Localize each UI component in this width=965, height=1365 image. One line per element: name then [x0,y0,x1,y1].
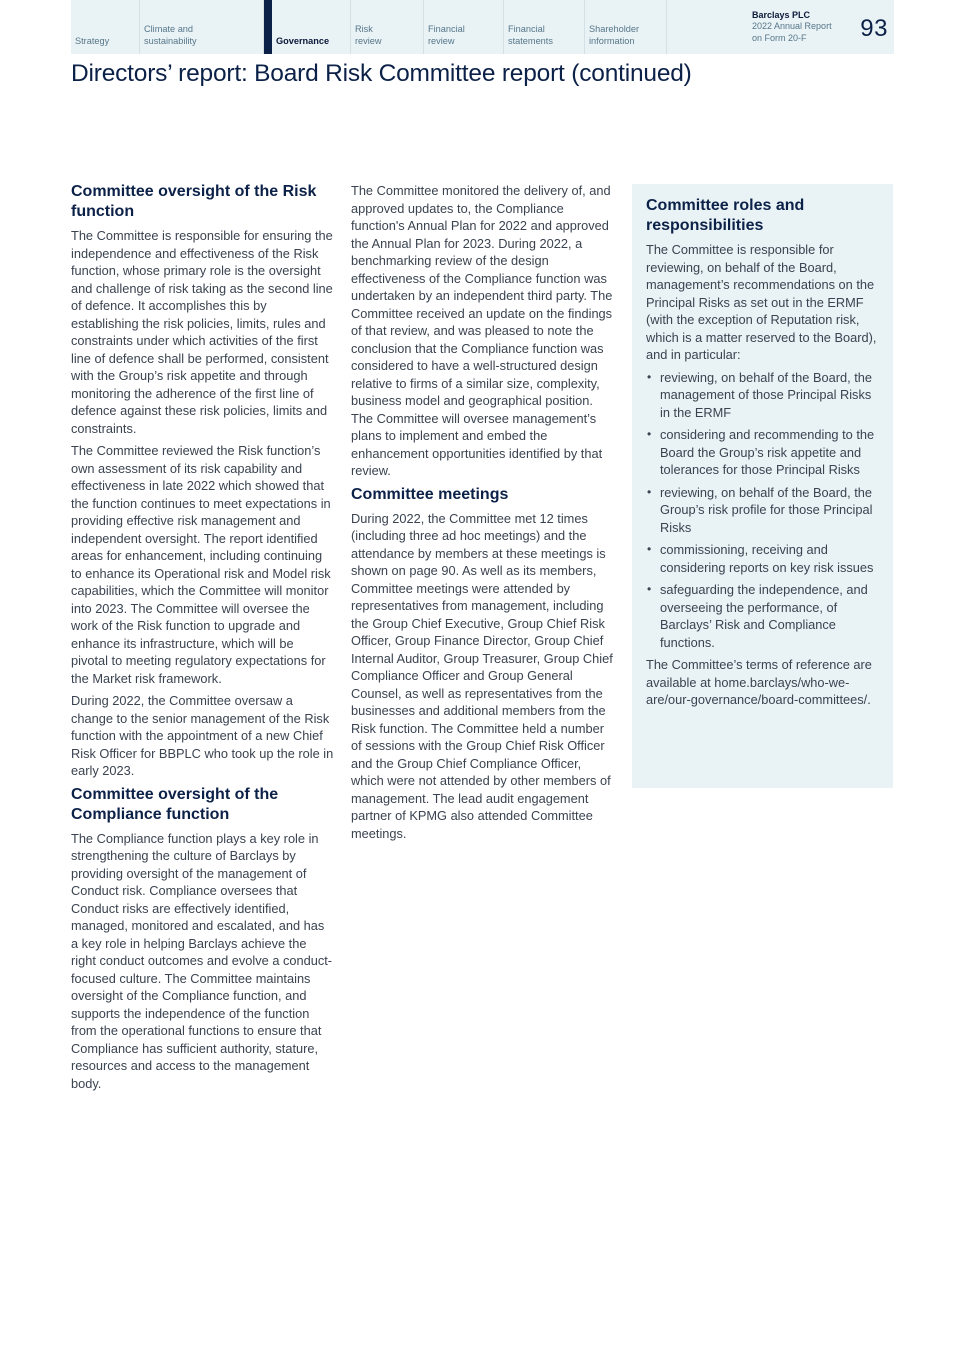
section-nav [71,0,894,54]
list-item: • considering and recommending to the Board the Group’s risk appetite and tolerances for those Principal Risks [646,426,879,479]
org-name: Barclays PLC [752,10,811,20]
nav-tab-risk-review[interactable]: Risk review [351,0,424,54]
roles-responsibilities-panel [632,184,893,788]
paragraph: The Committee is responsible for ensuring the independence and effectiveness of the Risk function, whose primary role is the oversight and challenge of risk taking as the second line of defence. It accomplishes this by establishing the risk policies, limits, rules and constraints under which activities of the first line of defence shall be performed, consistent with the Group’s risk appetite and through monitoring the adherence of the first line of defence against these risk policies, limits and constraints. [71,228,333,436]
list-item: • reviewing, on behalf of the Board, the Group’s risk profile for those Principal Risks [646,484,879,537]
list-item: • safeguarding the independence, and overseeing the performance, of Barclays’ Risk and Compliance functions. [646,581,879,651]
column-middle [351,182,614,847]
list-item: • commissioning, receiving and considering reports on key risk issues [646,541,879,576]
responsibilities-list [646,369,879,652]
page-number: 93 [860,15,888,42]
heading-committee-meetings: Committee meetings [351,485,509,503]
paragraph: The Committee monitored the delivery of, and approved updates to, the Compliance function's Annual Plan for 2022 and approved the Annual Plan for 2023. During 2022, a benchmarking review of the design effectiveness of the Compliance function was undertaken by an independent third party. The Committee received an update on the findings of that review, and was pleased to note the conclusion that the Compliance function was considered to have a well-structured design relative to firms of a similar size, complexity, business model and geographical position. The Committee will oversee management’s plans to implement and embed the enhancement opportunities identified by that review. [351,183,613,478]
heading-compliance-oversight: Committee oversight of the Compliance function [71,785,279,823]
heading-risk-oversight: Committee oversight of the Risk function [71,183,317,220]
nav-tab-climate[interactable]: Climate and sustainability [140,0,264,54]
paragraph: During 2022, the Committee met 12 times (including three ad hoc meetings) and the attendance by members at these meetings is shown on page 90. As well as its members, Committee meetings were attended by representatives from management, including the Group Chief Executive, Group Chief Risk Officer, Group Finance Director, Group Chief Internal Auditor, Group Treasurer, Group Chief Compliance Officer and Group General Counsel, as well as representatives from the businesses and additional members from the Risk function. The Committee held a number of sessions with the Group Chief Risk Officer and the Group Chief Compliance Officer, which were not attended by other members of management. The lead audit engagement partner of KPMG also attended Committee meetings. [351,510,613,841]
terms-of-reference: The Committee’s terms of reference are available at home.barclays/who-we-are/our-governance/board-committees/. [646,657,872,707]
nav-tab-shareholder-information[interactable]: Shareholder information [585,0,667,54]
paragraph: The Committee is responsible for reviewing, on behalf of the Board, management’s recommendations on the Principal Risks as set out in the ERMF (with the exception of Reputation risk, which is a matter reserved to the Board), and in particular: [646,242,877,362]
report-info [667,0,894,54]
list-item: • reviewing, on behalf of the Board, the management of those Principal Risks in the ERMF [646,369,879,422]
heading-roles-responsibilities: Committee roles and responsibilities [646,197,805,234]
nav-tab-strategy[interactable]: Strategy [71,0,140,54]
report-name: 2022 Annual Report [752,21,832,31]
paragraph: The Compliance function plays a key role in strengthening the culture of Barclays by providing oversight of the management of Conduct risk. Compliance oversees that Conduct risks are effectively identified, managed, monitored and escalated, and has a key role in helping Barclays achieve the right conduct outcomes and evolve a conduct-focused culture. The Committee maintains oversight of the Compliance function, and supports the independence of the function from the operational functions to ensure that Compliance has sufficient authority, stature, resources and access to the management body. [71,830,333,1091]
nav-tab-governance[interactable]: Governance [264,0,351,54]
nav-tab-financial-review[interactable]: Financial review [424,0,504,54]
page-title: Directors’ report: Board Risk Committee report (continued) [71,60,692,87]
column-left [71,182,334,1097]
paragraph: During 2022, the Committee oversaw a change to the senior management of the Risk function with the appointment of a new Chief Risk Officer for BBPLC who took up the role in early 2023. [71,693,334,778]
report-form: on Form 20-F [752,32,807,43]
nav-tab-financial-statements[interactable]: Financial statements [504,0,585,54]
paragraph: The Committee reviewed the Risk function’s own assessment of its risk capability and effectiveness in late 2022 which showed that the function continues to meet expectations in providing effective risk management and independent oversight. The report identified areas for enhancement, including continuing to enhance its Operational risk and Model risk capabilities, which the Committee will monitor into 2023. The Committee will oversee the work of the Risk function to upgrade and enhance its infrastructure, which will be pivotal to meeting regulatory expectations for the Market risk framework. [71,443,331,686]
